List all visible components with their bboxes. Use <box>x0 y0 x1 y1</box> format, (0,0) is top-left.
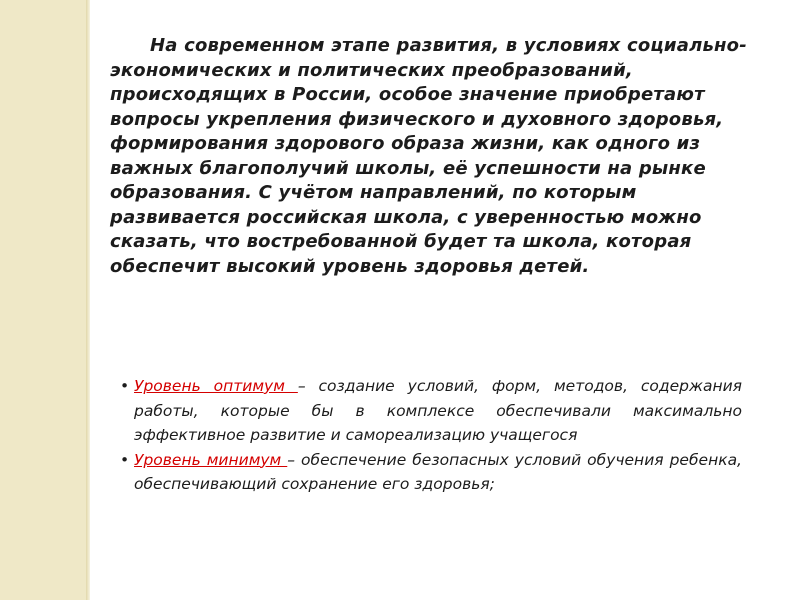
term-optimum: Уровень оптимум <box>134 377 298 395</box>
left-band-edge <box>86 0 90 600</box>
bullet-marker: • <box>120 377 130 395</box>
left-decorative-band <box>0 0 86 600</box>
main-paragraph-text: На современном этапе развития, в условиях социально-экономических и политических преобразований, происходящих в России, особое значение приобретают вопросы укрепления физического и духовного здоровья, формирования здорового образа жизни, как одного из важных благополучий школы, её успешности на рынке образования. С учётом направлений, по которым развивается российская школа, с уверенностью можно сказать, что востребованной будет та школа, которая обеспечит высокий уровень здоровья детей. <box>110 35 747 277</box>
list-item-minimum <box>120 448 742 497</box>
definition-optimum: – создание условий, форм, методов, содержания работы, которые бы в комплексе обеспечивали максимально эффективное развитие и самореализацию учащегося <box>134 377 742 444</box>
definition-minimum: – обеспечение безопасных условий обучения ребенка, обеспечивающий сохранение его здоровья; <box>134 450 742 493</box>
list-item-optimum <box>120 374 742 448</box>
term-minimum: Уровень минимум <box>134 450 288 469</box>
main-paragraph <box>110 34 770 279</box>
bullet-marker: • <box>120 450 130 469</box>
levels-list <box>120 374 742 497</box>
